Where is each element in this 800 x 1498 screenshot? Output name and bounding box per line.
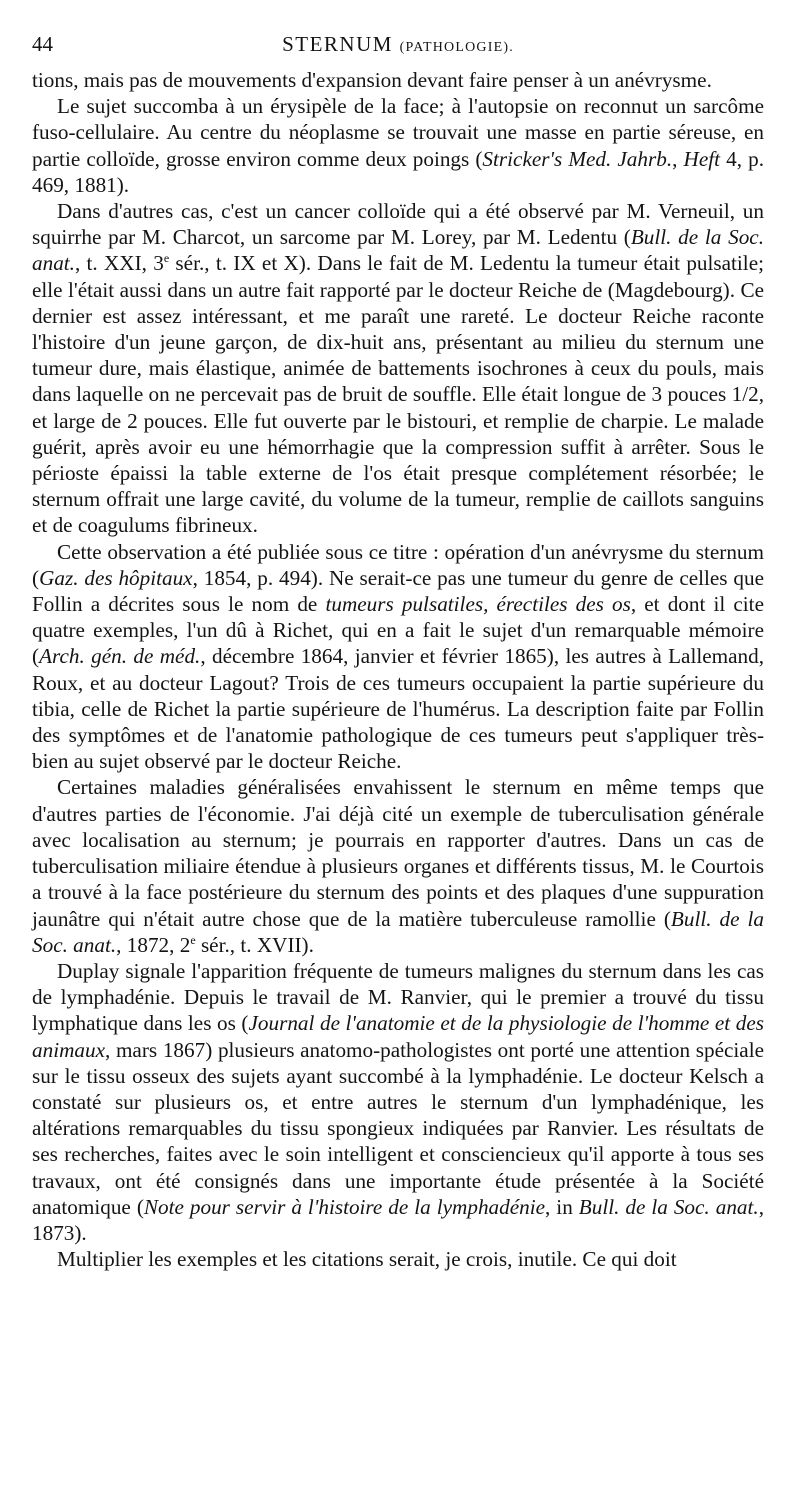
text-run: Cette observation a été publiée sous ce titre : opération d'un anévrysme du sternum ( <box>32 539 764 590</box>
text-run: Duplay signale l'apparition fréquente de tumeurs malignes du sternum dans les cas de lymphadénie. Depuis le travail de M. Ranvier, qui le premier a trouvé du tissu lymphatique dans les os ( <box>32 958 764 1036</box>
text-run: , 1873). <box>32 1194 764 1245</box>
text-run: , décembre 1864, janvier et février 1865), les autres à Lallemand, Roux, et au docteur Lagout? Trois de ces tumeurs occupaient la partie supérieure du tibia, celle de Richet la partie supérieure de l'humérus. La description faite par Follin des symptômes et de l'anatomie pathologique de ces tumeurs peut s'appliquer très-bien au sujet observé par le docteur Reiche. <box>32 644 765 774</box>
text-run: , 1854, p. 494). Ne serait-ce pas une tumeur du genre de celles que Follin a décrites sous le nom de <box>32 565 764 617</box>
text-run: Certaines maladies généralisées envahissent le sternum en même temps que d'autres parties de l'économie. J'ai déjà cité un exemple de tuberculisation générale avec localisation au sternum; je pourrais en rapporter d'autres. Dans un cas de tuberculisation miliaire étendue à plusieurs organes et différents tissus, M. le Courtois a trouvé à la face postérieure du sternum des points et des plaques d'une suppuration jaunâtre qui n'était autre chose que de la matière tuberculeuse ramollie ( <box>32 775 764 931</box>
italic-text: Gaz. des hôpitaux <box>39 565 193 590</box>
text-run: , <box>672 146 684 171</box>
italic-text: Heft <box>683 146 721 171</box>
running-title-main: STERNUM <box>282 32 393 56</box>
page-number: 44 <box>32 32 53 56</box>
page-header <box>32 30 764 58</box>
italic-text: Stricker's Med. Jahrb. <box>482 146 673 171</box>
text-run: , t. XXI, 3 <box>74 251 164 276</box>
paragraph <box>32 93 764 198</box>
text-run: tions, mais pas de mouvements d'expansion devant faire penser à un anévrysme. <box>32 68 712 92</box>
paragraph <box>32 958 764 1246</box>
paragraph <box>32 67 764 93</box>
italic-text: Bull. de la Soc. anat. <box>32 225 764 276</box>
italic-text: Bull. de la Soc. anat. <box>32 906 764 957</box>
paragraph <box>32 1246 764 1272</box>
text-run: , in <box>545 1194 579 1219</box>
text-run: Dans d'autres cas, c'est un cancer colloïde qui a été observé par M. Verneuil, un squirrhe par M. Charcot, un sarcome par M. Lorey, par M. Ledentu ( <box>32 199 764 250</box>
text-run: sér., t. IX et X). Dans le fait de M. Ledentu la tumeur était pulsatile; elle l'était aussi dans un autre fait rapporté par le docteur Reiche de (Magdebourg). Ce dernier est assez intéressant, et me paraît une rareté. Le docteur Reiche raconte l'histoire d'un jeune garçon, de dix-huit ans, présentant au milieu du sternum une tumeur dure, mais élastique, animée de battements isochrones à ceux du pouls, mais dans laquelle on ne percevait pas de bruit de souffle. Elle était longue de 3 pouces 1/2, et large de 2 pouces. Elle fut ouverte par le bistouri, et remplie de charpie. Le malade guérit, après avoir eu une hémorrhagie que la compression suffit à arrêter. Sous le périoste épaissi la table externe de l'os était presque complétement résorbée; le sternum offrait une large cavité, du volume de la tumeur, remplie de caillots sanguins et de coagulums fibrineux. <box>32 251 764 538</box>
superscript-text: e <box>190 932 196 947</box>
paragraph <box>32 774 764 957</box>
superscript-text: e <box>163 251 170 266</box>
italic-text: Bull. de la Soc. anat. <box>578 1194 759 1219</box>
paragraph <box>32 539 764 775</box>
italic-text: tumeurs pulsatiles, érectiles des os <box>325 592 631 617</box>
running-title-subtitle: (PATHOLOGIE). <box>399 40 514 55</box>
text-run: , 1872, 2 <box>116 932 191 957</box>
body-text <box>32 67 764 1272</box>
text-run: Multiplier les exemples et les citations serait, je crois, inutile. Ce qui doit <box>57 1247 677 1272</box>
text-run: Le sujet succomba à un érysipèle de la face; à l'autopsie on reconnut un sarcôme fuso-cellulaire. Au centre du néoplasme se trouvait une masse en partie séreuse, en partie colloïde, grosse environ comme deux poings ( <box>32 94 764 171</box>
running-title <box>32 30 764 62</box>
italic-text: Journal de l'anatomie et de la physiologie de l'homme et des animaux <box>32 1011 764 1062</box>
paragraph <box>32 198 764 539</box>
italic-text: Arch. gén. de méd. <box>39 644 201 669</box>
italic-text: Note pour servir à l'histoire de la lymphadénie <box>143 1194 546 1219</box>
text-run: , mars 1867) plusieurs anatomo-pathologistes ont porté une attention spéciale sur le tissu osseux des sujets ayant succombé à la lymphadénie. Le docteur Kelsch a constaté sur plusieurs os, et entre autres le sternum d'un lymphadénique, les altérations remarquables du tissu spongieux indiquées par Ranvier. Les résultats de ses recherches, faites avec le soin intelligent et consciencieux qu'il apporte à tous ses travaux, ont été consignés dans une importante étude présentée à la Société anatomique ( <box>32 1037 764 1219</box>
text-run: sér., t. XVII). <box>195 932 314 957</box>
text-run: , et dont il cite quatre exemples, l'un dû à Richet, qui en a fait le sujet d'un remarquable mémoire ( <box>32 592 764 669</box>
text-run: 4, p. 469, 1881). <box>32 146 765 197</box>
